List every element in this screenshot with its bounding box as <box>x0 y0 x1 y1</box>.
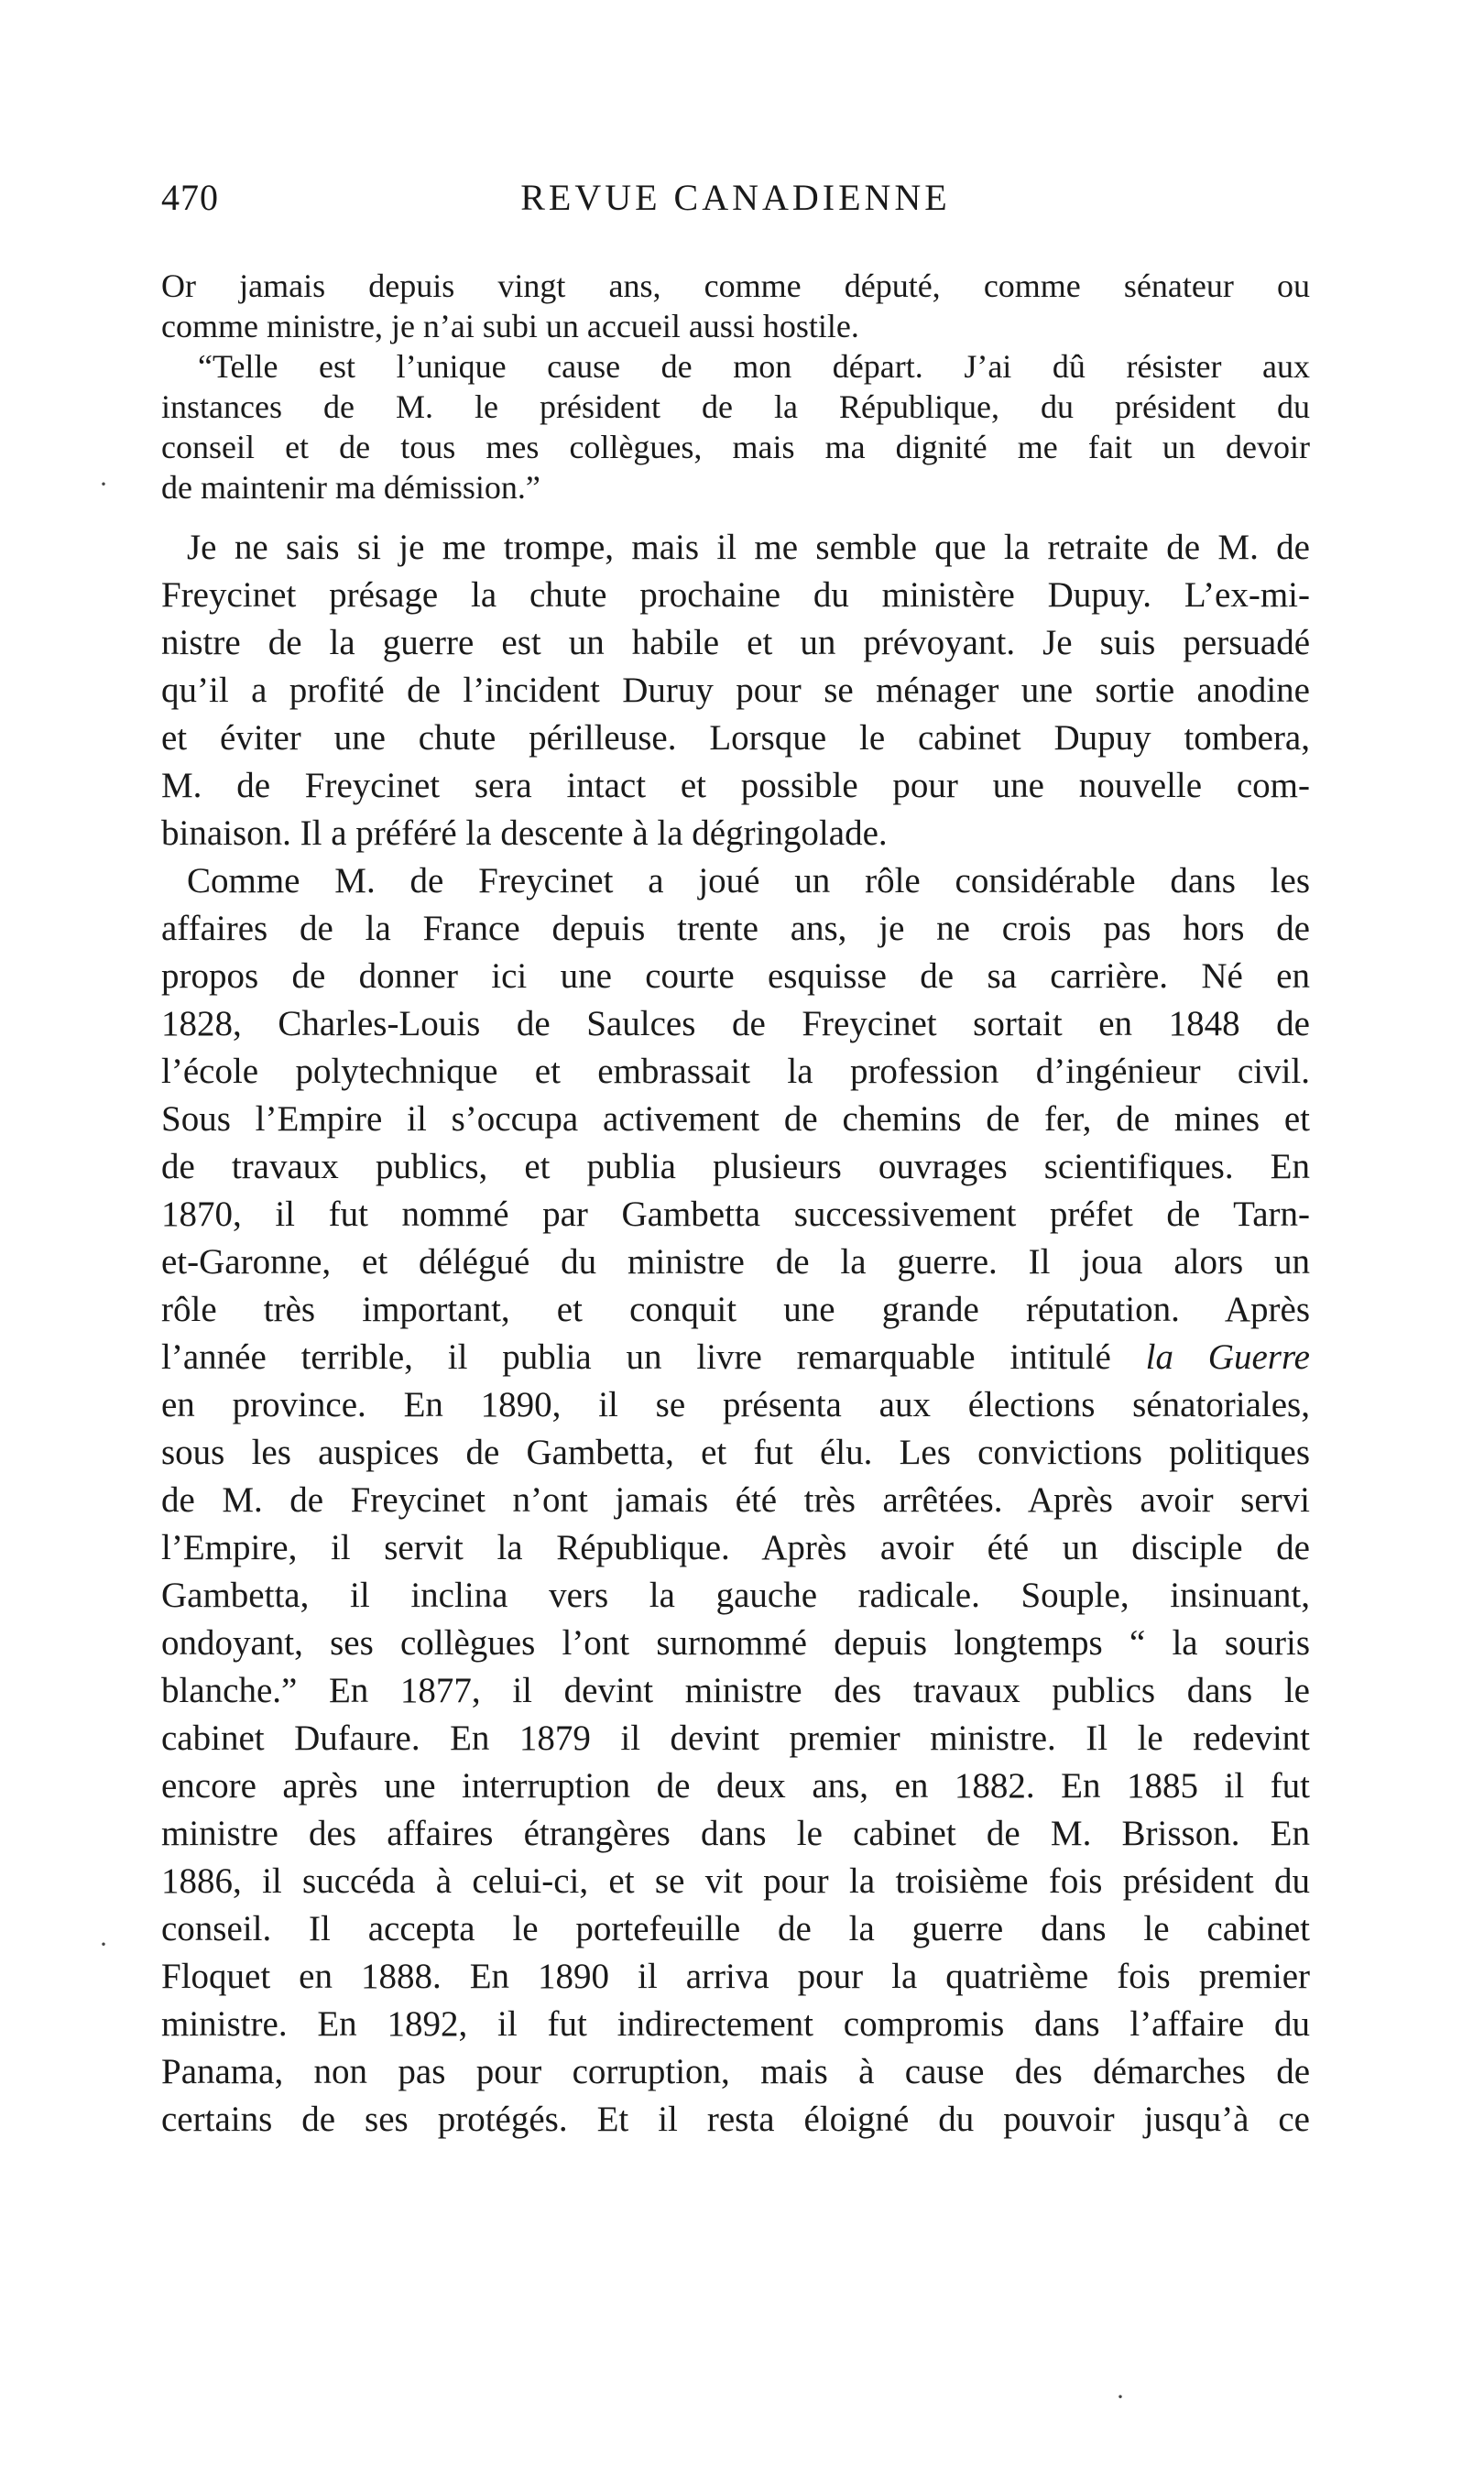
text-line: binaison. Il a préféré la descente à la dégringolade. <box>161 813 888 853</box>
text-line: conseil. Il accepta le portefeuille de la guerre dans le cabinet <box>161 1909 1310 1948</box>
text-line: Or jamais depuis vingt ans, comme député, comme sénateur ou <box>161 267 1310 304</box>
book-title: la Guerre <box>1110 1337 1310 1377</box>
text-line: Freycinet présage la chute prochaine du ministère Dupuy. L’ex-mi- <box>161 575 1310 615</box>
text-line: certains de ses protégés. Et il resta éloigné du pouvoir jusqu’à ce <box>161 2100 1310 2139</box>
text-line: Je ne sais si je me trompe, mais il me semble que la retraite de M. de <box>187 528 1310 567</box>
text-line: Panama, non pas pour corruption, mais à cause des démarches de <box>161 2052 1310 2091</box>
text-line: cabinet Dufaure. En 1879 il devint premier ministre. Il le redevint <box>161 1719 1310 1758</box>
text-line: Sous l’Empire il s’occupa activement de chemins de fer, de mines et <box>161 1099 1310 1139</box>
margin-mark: · <box>99 469 108 499</box>
text-line: 1870, il fut nommé par Gambetta successivement préfet de Tarn- <box>161 1195 1310 1234</box>
page-header <box>161 176 1310 227</box>
text-line: l’Empire, il servit la République. Après avoir été un disciple de <box>161 1528 1310 1567</box>
text-line: nistre de la guerre est un habile et un prévoyant. Je suis persuadé <box>161 623 1310 662</box>
text-line: qu’il a profité de l’incident Duruy pour se ménager une sortie anodine <box>161 671 1310 710</box>
text-line: affaires de la France depuis trente ans, je ne crois pas hors de <box>161 909 1310 948</box>
text-line: rôle très important, et conquit une grande réputation. Après <box>161 1290 1310 1329</box>
paragraph-2 <box>161 857 1310 2144</box>
text-line: encore après une interruption de deux ans, en 1882. En 1885 il fut <box>161 1766 1310 1806</box>
text-line: instances de M. le président de la République, du président du <box>161 388 1310 425</box>
text-line: blanche.” En 1877, il devint ministre des travaux publics dans le <box>161 1671 1310 1710</box>
text-line: Gambetta, il inclina vers la gauche radicale. Souple, insinuant, <box>161 1576 1310 1615</box>
text-line: Comme M. de Freycinet a joué un rôle considérable dans les <box>187 861 1310 900</box>
text-line: ministre. En 1892, il fut indirectement compromis dans l’affaire du <box>161 2004 1310 2044</box>
text-line: “Telle est l’unique cause de mon départ. J’ai dû résister aux <box>198 348 1310 385</box>
margin-mark: · <box>99 1929 108 1959</box>
text-line: Floquet en 1888. En 1890 il arriva pour la quatrième fois premier <box>161 1957 1310 1996</box>
text-line: ondoyant, ses collègues l’ont surnommé depuis longtemps “ la souris <box>161 1623 1310 1663</box>
text-line: en province. En 1890, il se présenta aux élections sénatoriales, <box>161 1385 1310 1424</box>
text-line: conseil et de tous mes collègues, mais ma dignité me fait un devoir <box>161 429 1310 465</box>
text-line: comme ministre, je n’ai subi un accueil aussi hostile. <box>161 308 859 344</box>
text-line: de M. de Freycinet n’ont jamais été très arrêtées. Après avoir servi <box>161 1480 1310 1520</box>
paragraph-1 <box>161 524 1310 857</box>
text-line: l’année terrible, il publia un livre remarquable intitulé la Guerre <box>161 1337 1310 1377</box>
page-number: 470 <box>161 177 219 218</box>
text-line: l’école polytechnique et embrassait la profession d’ingénieur civil. <box>161 1052 1310 1091</box>
quoted-passage <box>161 266 1310 507</box>
text-line: de travaux publics, et publia plusieurs ouvrages scientifiques. En <box>161 1147 1310 1186</box>
text-line: propos de donner ici une courte esquisse de sa carrière. Né en <box>161 956 1310 996</box>
text-line: et éviter une chute périlleuse. Lorsque le cabinet Dupuy tombera, <box>161 718 1310 758</box>
text-line: sous les auspices de Gambetta, et fut élu. Les convictions politiques <box>161 1433 1310 1472</box>
text-line: de maintenir ma démission.” <box>161 469 540 506</box>
text-line: 1886, il succéda à celui-ci, et se vit pour la troisième fois président du <box>161 1861 1310 1901</box>
text-line: 1828, Charles-Louis de Saulces de Freycinet sortait en 1848 de <box>161 1004 1310 1043</box>
text-line: M. de Freycinet sera intact et possible pour une nouvelle com- <box>161 766 1310 805</box>
text-line: ministre des affaires étrangères dans le cabinet de M. Brisson. En <box>161 1814 1310 1853</box>
running-title: REVUE CANADIENNE <box>520 177 951 218</box>
margin-mark: · <box>1116 2382 1125 2412</box>
text-line: et-Garonne, et délégué du ministre de la guerre. Il joua alors un <box>161 1242 1310 1282</box>
